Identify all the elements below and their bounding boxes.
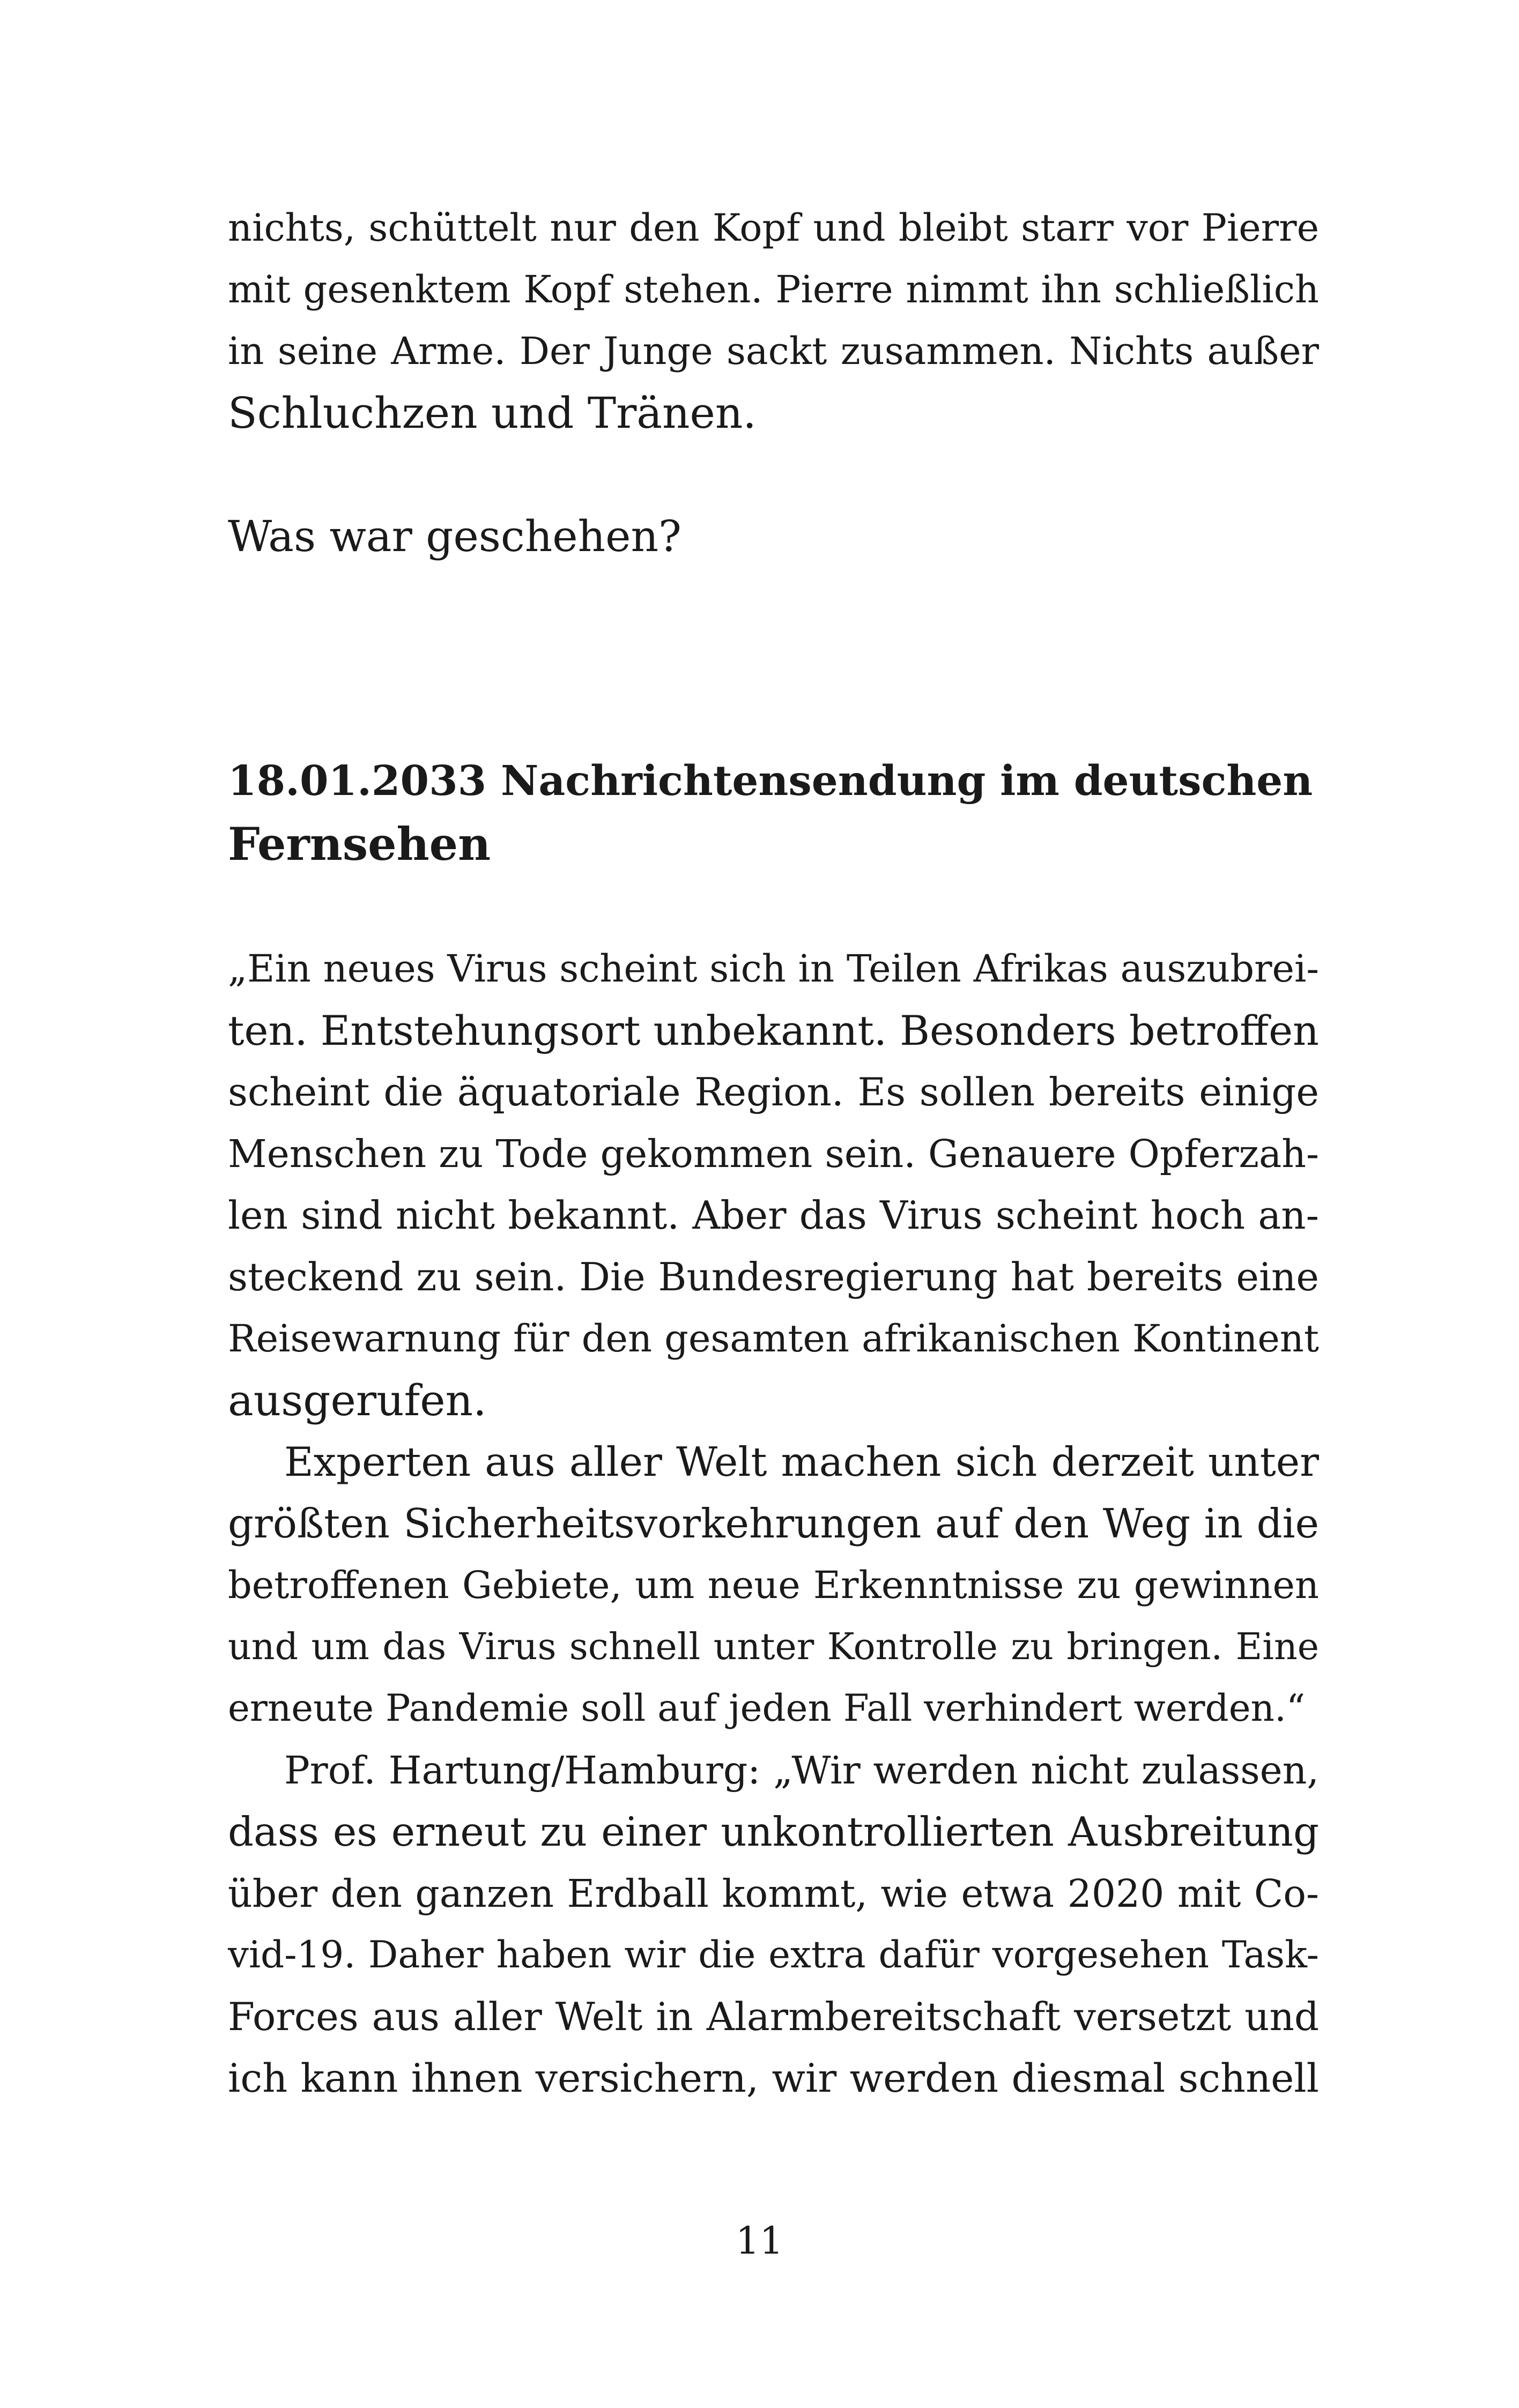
heading-line: 18.01.2033 Nachrichtensendung im deutschen xyxy=(228,757,1313,805)
text-line: Was war geschehen? xyxy=(228,511,681,561)
text-line: Forces aus aller Welt in Alarmbereitschaft versetzt und xyxy=(228,1994,1319,2039)
text-line: Reisewarnung für den gesamten afrikanischen Kontinent xyxy=(228,1317,1319,1361)
text-line: über den ganzen Erdball kommt, wie etwa 2020 mit Co- xyxy=(228,1871,1319,1916)
text-line: „Ein neues Virus scheint sich in Teilen Afrikas auszubrei- xyxy=(228,947,1319,991)
text-line: vid-19. Daher haben wir die extra dafür vorgesehen Task- xyxy=(228,1934,1319,1976)
text-line: Prof. Hartung/Hamburg: „Wir werden nicht zulassen, xyxy=(284,1748,1319,1793)
text-line: scheint die äquatoriale Region. Es sollen bereits einige xyxy=(228,1069,1319,1114)
text-line: ten. Entstehungsort unbekannt. Besonders betroffen xyxy=(228,1007,1320,1054)
text-line: mit gesenktem Kopf stehen. Pierre nimmt ihn schließlich xyxy=(228,267,1319,311)
text-line: nichts, schüttelt nur den Kopf und bleibt starr vor Pierre xyxy=(228,206,1319,250)
page-number: 11 xyxy=(735,2219,784,2263)
text-line: Menschen zu Tode gekommen sein. Genauere Opferzah- xyxy=(228,1132,1319,1176)
text-line: in seine Arme. Der Junge sackt zusammen. Nichts außer xyxy=(228,329,1319,373)
text-line: len sind nicht bekannt. Aber das Virus scheint hoch an- xyxy=(228,1193,1319,1238)
text-line: und um das Virus schnell unter Kontrolle zu bringen. Eine xyxy=(228,1626,1319,1668)
text-line: erneute Pandemie soll auf jeden Fall verhindert werden.“ xyxy=(228,1687,1306,1730)
text-line: steckend zu sein. Die Bundesregierung hat bereits eine xyxy=(228,1254,1319,1299)
text-line: betroffenen Gebiete, um neue Erkenntnisse zu gewinnen xyxy=(228,1563,1319,1607)
text-line: dass es erneut zu einer unkontrollierten Ausbreitung xyxy=(228,1808,1319,1855)
text-line: Experten aus aller Welt machen sich derzeit unter xyxy=(284,1438,1319,1485)
heading-line: Fernsehen xyxy=(228,817,491,871)
text-line: ausgerufen. xyxy=(228,1376,487,1425)
text-line: größten Sicherheitsvorkehrungen auf den Weg in die xyxy=(228,1500,1319,1547)
text-line: ich kann ihnen versichern, wir werden diesmal schnell xyxy=(228,2056,1319,2101)
text-line: Schluchzen und Tränen. xyxy=(228,388,757,438)
